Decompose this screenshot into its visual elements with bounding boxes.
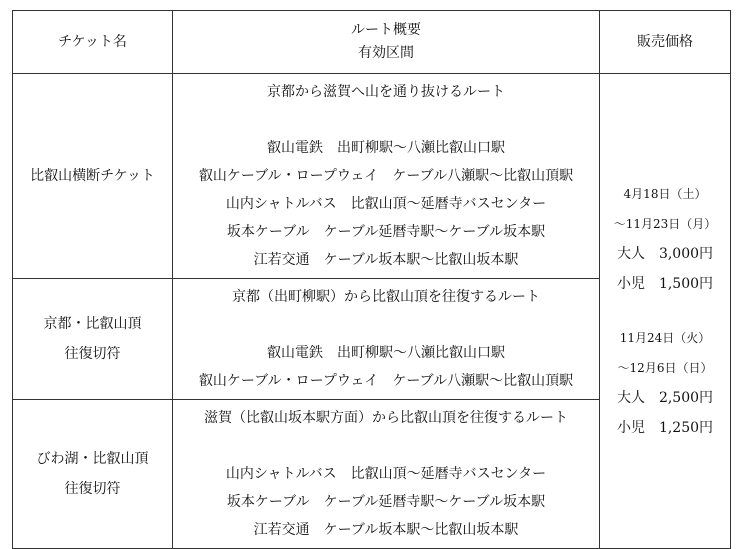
header-price-label: 販売価格 (637, 33, 693, 50)
header-ticket-name (13, 11, 173, 74)
header-route (173, 11, 600, 74)
header-price (600, 11, 731, 74)
route-segment: 江若交通 ケーブル坂本駅～比叡山坂本駅 (253, 252, 519, 268)
period2-end-date: ～12月6日（日） (617, 361, 713, 375)
route-segment: 坂本ケーブル ケーブル延暦寺駅～ケーブル坂本駅 (226, 224, 546, 240)
route-segment: 叡山電鉄 出町柳駅～八瀬比叡山口駅 (267, 345, 505, 361)
ticket-name-suffix: 往復切符 (64, 481, 121, 497)
route-segment: 叡山電鉄 出町柳駅～八瀬比叡山口駅 (267, 140, 505, 156)
route-segment: 叡山ケーブル・ロープウェイ ケーブル八瀬駅～比叡山頂駅 (198, 168, 574, 184)
route-cell (173, 74, 600, 279)
route-segment: 叡山ケーブル・ロープウェイ ケーブル八瀬駅～比叡山頂駅 (198, 373, 574, 389)
period1-end-date: ～11月23日（月） (613, 217, 717, 231)
ticket-name-cell (13, 279, 173, 400)
route-cell (173, 279, 600, 400)
header-route-summary-label: ルート概要 (351, 22, 421, 38)
route-summary: 滋賀（比叡山坂本駅方面）から比叡山頂を往復するルート (204, 410, 568, 426)
route-segment: 坂本ケーブル ケーブル延暦寺駅～ケーブル坂本駅 (226, 494, 546, 510)
period2-child-price: 小児 1,250円 (616, 420, 714, 436)
ticket-name-cell (13, 74, 173, 279)
route-summary: 京都から滋賀へ山を通り抜けるルート (267, 84, 505, 100)
ticket-name: 京都・比叡山頂 (43, 316, 142, 332)
route-cell (173, 400, 600, 549)
header-ticket-name-label: チケット名 (58, 33, 127, 50)
ticket-price-table (12, 10, 731, 549)
header-valid-section-label: 有効区間 (358, 45, 414, 61)
route-segment: 山内シャトルバス 比叡山頂～延暦寺バスセンター (225, 466, 547, 482)
ticket-name-cell (13, 400, 173, 549)
period1-start-date: 4月18日（土） (623, 187, 707, 201)
price-cell (600, 74, 731, 549)
period1-adult-price: 大人 3,000円 (616, 246, 714, 262)
route-summary: 京都（出町柳駅）から比叡山頂を往復するルート (232, 289, 540, 305)
period2-start-date: 11月24日（火） (619, 331, 711, 345)
route-segment: 山内シャトルバス 比叡山頂～延暦寺バスセンター (225, 196, 547, 212)
ticket-name-suffix: 往復切符 (64, 346, 121, 362)
table-row (13, 74, 731, 279)
route-segment: 江若交通 ケーブル坂本駅～比叡山坂本駅 (253, 522, 519, 538)
table-header-row (13, 11, 731, 74)
ticket-name: 比叡山横断チケット (30, 168, 155, 184)
ticket-name: びわ湖・比叡山頂 (36, 451, 149, 467)
period1-child-price: 小児 1,500円 (616, 276, 714, 292)
period2-adult-price: 大人 2,500円 (616, 390, 714, 406)
